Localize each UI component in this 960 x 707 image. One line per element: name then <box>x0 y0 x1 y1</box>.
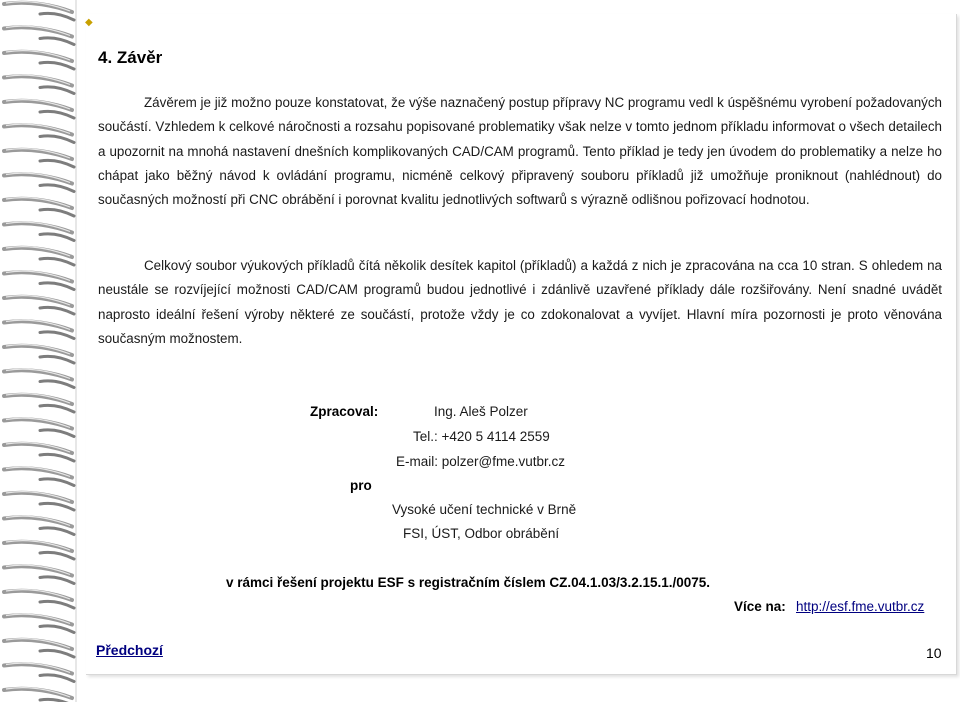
binding-rings-icon <box>0 0 84 702</box>
binding-ring <box>4 271 74 289</box>
binding-ring <box>4 124 74 142</box>
paragraph-summary <box>98 254 942 351</box>
binding-ring <box>4 541 74 559</box>
prepared-by-label: Zpracoval: <box>310 404 379 419</box>
binding-ring <box>4 149 74 167</box>
author-phone: Tel.: +420 5 4114 2559 <box>413 429 550 444</box>
binding-ring <box>4 75 74 93</box>
author-email: E-mail: polzer@fme.vutbr.cz <box>396 454 566 469</box>
binding-ring <box>4 198 74 216</box>
binding-ring <box>4 2 74 20</box>
binding-ring <box>4 565 74 583</box>
project-registration: v rámci řešení projektu ESF s registračním číslem CZ.04.1.03/3.2.15.1./0075. <box>226 575 711 590</box>
section-heading: 4. Závěr <box>98 48 163 67</box>
binding-ring <box>4 418 74 436</box>
website-link[interactable]: http://esf.fme.vutbr.cz <box>796 599 925 614</box>
binding-ring <box>4 173 74 191</box>
binding-ring <box>4 369 74 387</box>
author-name: Ing. Aleš Polzer <box>434 404 528 419</box>
department-name: FSI, ÚST, Odbor obrábění <box>403 526 560 541</box>
binding-ring <box>4 51 74 69</box>
binding-ring <box>4 100 74 118</box>
bookmark-icon: ◆ <box>85 17 93 28</box>
page-number: 10 <box>926 645 942 661</box>
binding-ring <box>4 639 74 657</box>
binding-ring <box>4 247 74 265</box>
for-label: pro <box>350 478 372 493</box>
binding-ring <box>4 296 74 314</box>
paragraph-conclusion <box>98 91 942 212</box>
paragraph-summary-text: Celkový soubor výukových příkladů čítá několik desítek kapitol (příkladů) a každá z nich je zpracována na cca 10 stran. S ohledem na neustále se rozvíjející možnosti CAD/CAM programů budou jednotlivé i zdánlivě uzavřené příklady dále rozšiřovány. Není snadné uvádět naprosto ideální řešení výroby některé ze součástí, protože vždy je co zdokonalovat a vyvíjet. Hlavní míra pozornosti je proto věnována současným možnostem. <box>98 258 942 346</box>
institution-name: Vysoké učení technické v Brně <box>392 502 577 517</box>
binding-ring <box>4 394 74 412</box>
binding-ring <box>4 590 74 608</box>
binding-ring <box>4 688 74 702</box>
binding-ring <box>4 516 74 534</box>
previous-page-link[interactable]: Předchozí <box>96 642 163 658</box>
more-info-label: Více na: <box>734 599 786 614</box>
paragraph-conclusion-text: Závěrem je již možno pouze konstatovat, že výše naznačený postup přípravy NC programu vedl k úspěšnému vyrobení požadovaných součástí. Vzhledem k celkové náročnosti a rozsahu popisované problematiky však nelze v tomto jednom příkladu informovat o všech detailech a upozornit na mnohá nastavení dnešních komplikovaných CAD/CAM programů. Tento příklad je tedy jen úvodem do problematiky a nelze ho chápat jako běžný návod k ovládání programu, nicméně celkový připravený souboru příkladů již umožňuje proniknout (nahlédnout) do současných možností při CNC obrábění i porovnat kvalitu jednotlivých softwarů s výrazně odlišnou pořizovací hodnotou. <box>98 95 942 208</box>
binding-ring <box>4 467 74 485</box>
binding-ring <box>4 222 74 240</box>
binding-ring <box>4 492 74 510</box>
spiral-binding <box>0 0 84 702</box>
binding-ring <box>4 320 74 338</box>
binding-ring <box>4 26 74 44</box>
binding-ring <box>4 345 74 363</box>
binding-ring <box>4 614 74 632</box>
binding-ring <box>4 443 74 461</box>
binding-ring <box>4 663 74 681</box>
